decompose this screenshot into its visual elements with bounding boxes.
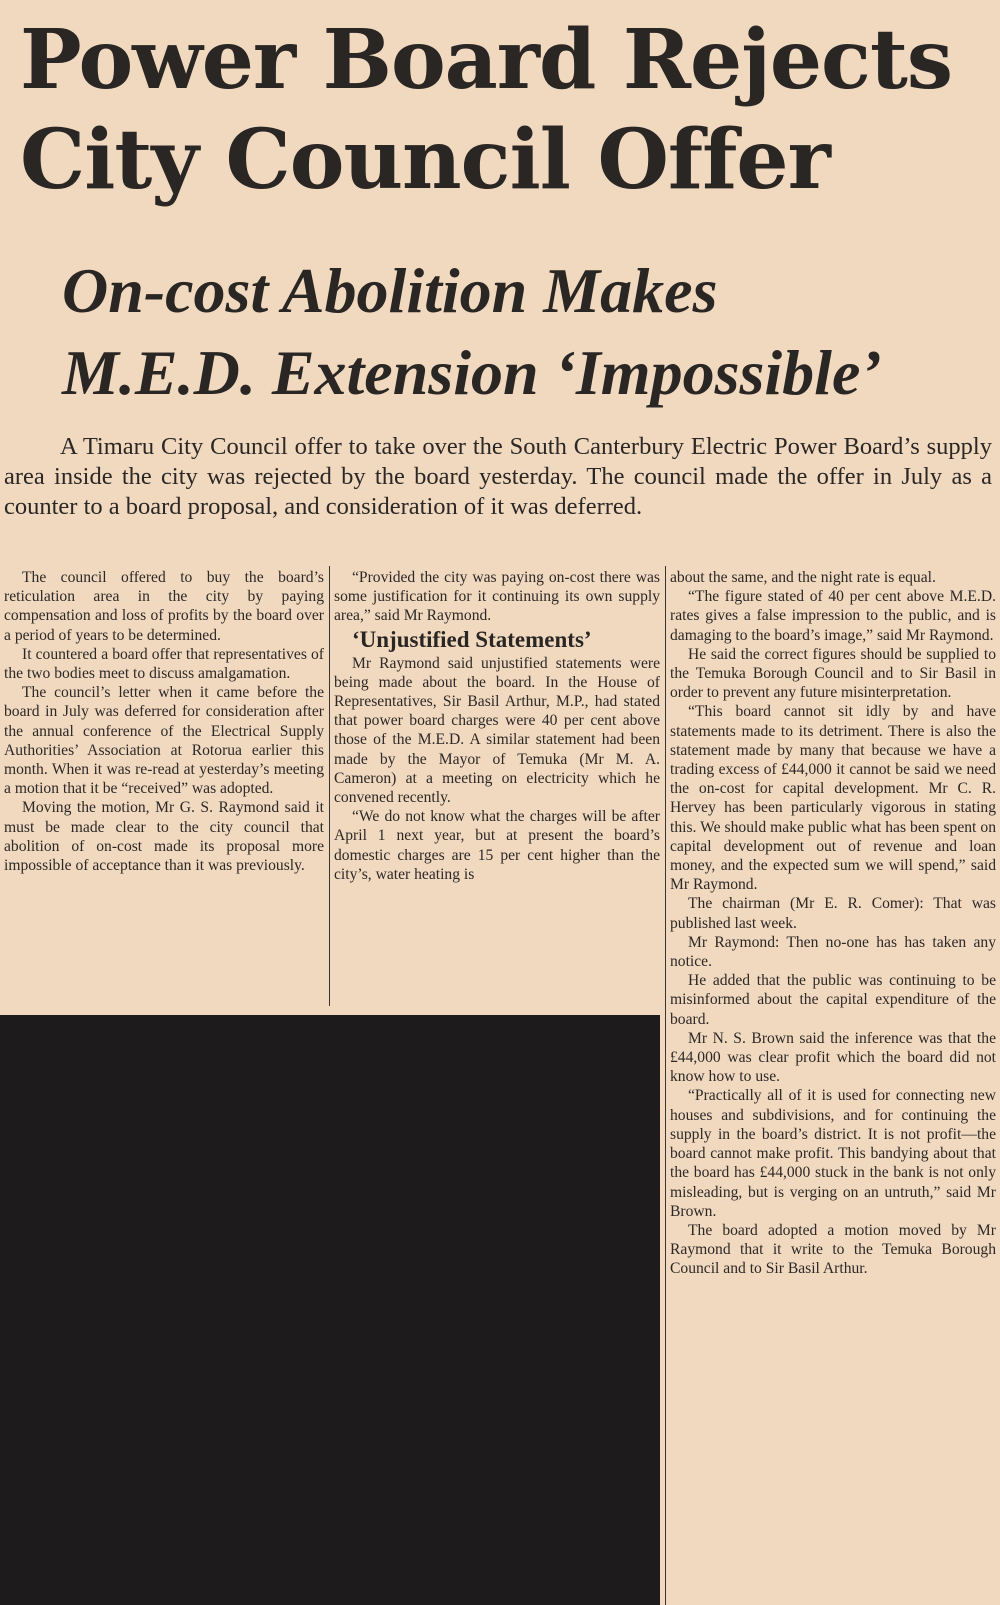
dark-background <box>0 1015 660 1605</box>
column-3-paragraph: Mr Raymond: Then no-one has has taken any notice. <box>670 933 996 971</box>
subheadline-line-1: On-cost Abolition Makes <box>62 255 718 326</box>
crosshead: ‘Unjustified Statements’ <box>352 626 592 652</box>
column-3-paragraph: Mr N. S. Brown said the inference was that the £44,000 was clear profit which the board did not know how to use. <box>670 1029 996 1086</box>
article-column-2 <box>334 568 660 884</box>
column-3-continuation: about the same, and the night rate is equal. <box>670 569 936 586</box>
column-2-paragraph: “We do not know what the charges will be after April 1 next year, but at present the board’s domestic charges are 15 per cent higher than the city’s, water heating is <box>334 808 660 883</box>
column-3-paragraph: “This board cannot sit idly by and have statements made to its detriment. There is also the statement made by many that because we have a trading excess of £44,000 it cannot be said we need the on-cost for capital development. Mr C. R. Hervey has been particularly vigorous in stating this. We should make public what has been spent on capital development out of revenue and loan money, and the expected sum we will spend,” said Mr Raymond. <box>670 703 996 894</box>
column-rule-2 <box>665 566 666 1605</box>
column-3-paragraph: “The figure stated of 40 per cent above M.E.D. rates gives a false impression to the public, and is damaging to the board’s image,” said Mr Raymond. <box>670 588 996 644</box>
column-1-paragraph: Moving the motion, Mr G. S. Raymond said it must be made clear to the city council that abolition of on-cost made its proposal more impossible of acceptance than it was previously. <box>4 799 324 875</box>
column-3-paragraph: He added that the public was continuing to be misinformed about the capital expenditure of the board. <box>670 972 996 1028</box>
column-1-paragraph: The council’s letter when it came before the board in July was deferred for consideration after the annual conference of the Electrical Supply Authorities’ Association at Rotorua earlier this month. When it was re-read at yesterday’s meeting a motion that it be “received” was adopted. <box>4 684 324 798</box>
column-2-paragraph: Mr Raymond said unjustified statements were being made about the board. In the House of Representatives, Sir Basil Arthur, M.P., had stated that power board charges were 40 per cent above those of the M.E.D. A similar statement had been made by the Mayor of Temuka (Mr M. A. Cameron) at a meeting on electricity which he convened recently. <box>334 654 660 807</box>
column-3-paragraph: He said the correct figures should be supplied to the Temuka Borough Council and to Sir Basil in order to prevent any future misinterpretation. <box>670 645 996 702</box>
subheadline <box>62 250 992 414</box>
headline <box>20 10 980 210</box>
headline-line-2: City Council Offer <box>20 112 830 208</box>
subheadline-line-2: M.E.D. Extension ‘Impossible’ <box>62 337 882 408</box>
column-2-paragraph: “Provided the city was paying on-cost there was some justification for it continuing its own supply area,” said Mr Raymond. <box>334 569 660 625</box>
lede-paragraph: A Timaru City Council offer to take over the South Canterbury Electric Power Board’s supply area inside the city was rejected by the board yesterday. The council made the offer in July as a counter to a board proposal, and consideration of it was deferred. <box>4 433 992 520</box>
column-3-paragraph: “Practically all of it is used for connecting new houses and subdivisions, and for continuing the supply in the board’s district. It is not profit—the board cannot make profit. This bandying about that the board has £44,000 stuck in the bank is not only misleading, but is verging on an untruth,” said Mr Brown. <box>670 1087 996 1220</box>
column-3-paragraph: The chairman (Mr E. R. Comer): That was published last week. <box>670 895 996 932</box>
article-column-3 <box>670 568 996 1279</box>
article-column-1 <box>4 568 324 875</box>
column-3-paragraph: The board adopted a motion moved by Mr Raymond that it write to the Temuka Borough Council and to Sir Basil Arthur. <box>670 1221 996 1278</box>
headline-line-1: Power Board Rejects <box>20 12 953 108</box>
column-rule-1 <box>329 566 330 1006</box>
column-1-paragraph: It countered a board offer that representatives of the two bodies meet to discuss amalgamation. <box>4 645 324 683</box>
column-1-paragraph: The council offered to buy the board’s reticulation area in the city by paying compensation and loss of profits by the board over a period of years to be determined. <box>4 569 324 644</box>
